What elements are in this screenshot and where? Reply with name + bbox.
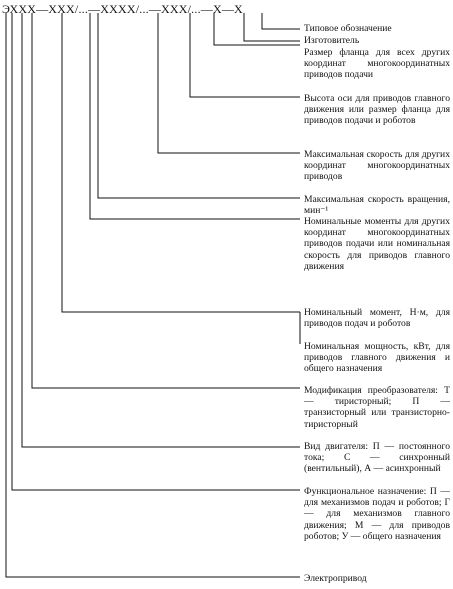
label-electric-drive: Электропривод (304, 573, 367, 584)
label-converter-modification: Модификация преобразователя: Т — тиристорный; П — транзисторный или транзисторно-тиристорный (304, 385, 450, 430)
label-max-speed-other-axes: Максимальная скорость для других координат многокоординатных приводов (304, 149, 450, 183)
label-type-designation: Типовое обозначение (304, 23, 392, 34)
label-nominal-torque: Номинальный момент, Н·м, для приводов подач и роботов (304, 307, 450, 330)
label-axis-height: Высота оси для приводов главного движения или размер фланца для приводов подачи и роботов (304, 93, 450, 127)
label-nominal-torques-other-axes: Номинальные моменты для других координат многокоординатных приводов подачи или номинальная скорость для приводов главного движения (304, 216, 450, 272)
label-flange-size-other-axes: Размер фланца для всех других координат многокоординатных приводов подачи (304, 47, 450, 81)
label-motor-type: Вид двигателя: П — постоянного тока; С — синхронный (вентильный), А — асинхронный (304, 441, 450, 475)
label-functional-purpose: Функциональное назначение: П — для механизмов подач и роботов; Г — для механизмов главного движения; М — для приводов роботов; У — общего назначения (304, 486, 450, 542)
label-max-rotation-speed: Максимальная скорость вращения, мин⁻¹ (304, 194, 450, 217)
designation-code: ЭХХХ—ХХХ/...—ХХХХ/...—ХХХ/...—Х—Х (2, 2, 243, 16)
label-manufacturer: Изготовитель (304, 35, 360, 46)
label-nominal-power: Номинальная мощность, кВт, для приводов главного движения и общего назначения (304, 341, 450, 375)
